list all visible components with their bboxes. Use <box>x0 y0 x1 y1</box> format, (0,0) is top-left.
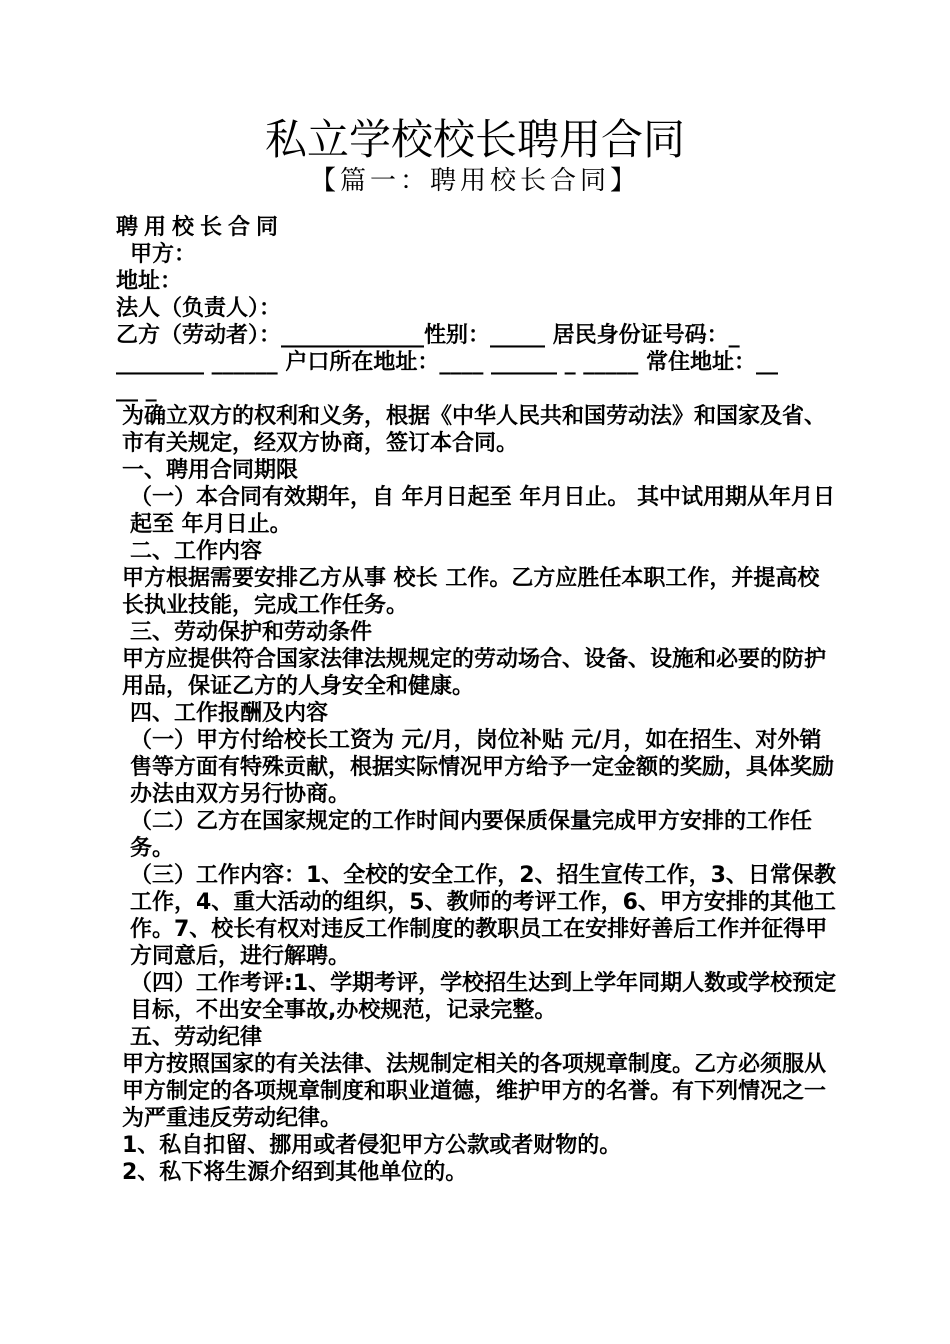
document-title: 私立学校校长聘用合同 <box>264 115 685 164</box>
contract-heading: 聘用校长合同 <box>116 215 285 240</box>
preamble-paragraph: 为确立双方的权利和义务，根据《中华人民共和国劳动法》和国家及省、市有关规定，经双方协商，签订本合同。 <box>122 404 827 456</box>
party-b-line-2: ________ ______ 户口所在地址：____ ______ _ _____ 常住地址：__ <box>116 350 778 375</box>
section-3-paragraph-1: 甲方应提供符合国家法律法规规定的劳动场合、设备、设施和必要的防护用品，保证乙方的人身安全和健康。 <box>122 647 827 699</box>
section-3-title: 三、劳动保护和劳动条件 <box>130 620 373 645</box>
section-4-paragraph-4: （四）工作考评:1、学期考评，学校招生达到上学年同期人数或学校预定目标，不出安全事故,办校规范，记录完整。 <box>130 971 837 1023</box>
document-subtitle: 【篇一：聘用校长合同】 <box>309 166 640 196</box>
address-label: 地址： <box>116 269 183 294</box>
section-2-title: 二、工作内容 <box>130 539 263 564</box>
section-4-title: 四、工作报酬及内容 <box>130 701 329 726</box>
section-5-paragraph-1: 甲方按照国家的有关法律、法规制定相关的各项规章制度。乙方必须服从甲方制定的各项规章制度和职业道德，维护甲方的名誉。有下列情况之一为严重违反劳动纪律。 <box>122 1052 827 1131</box>
party-b-line-1: 乙方（劳动者）：_____________性别：_____ 居民身份证号码：_ <box>116 323 740 348</box>
section-4-paragraph-1: （一）甲方付给校长工资为 元/月，岗位补贴 元/月，如在招生、对外销售等方面有特殊贡献，根据实际情况甲方给予一定金额的奖励，具体奖励办法由双方另行协商。 <box>130 728 835 807</box>
section-4-paragraph-3: （三）工作内容：1、全校的安全工作，2、招生宣传工作，3、日常保教工作，4、重大活动的组织，5、教师的考评工作，6、甲方安排的其他工作。7、校长有权对违反工作制度的教职员工在安排好善后工作并征得甲方同意后，进行解聘。 <box>130 863 836 969</box>
party-b-line-3: __ _ <box>116 377 157 402</box>
section-1-paragraph-1: （一）本合同有效期年，自 年月日起至 年月日止。 其中试用期从年月日起至 年月日止。 <box>130 485 835 537</box>
section-2-paragraph-1: 甲方根据需要安排乙方从事 校长 工作。乙方应胜任本职工作，并提高校长执业技能，完成工作任务。 <box>122 566 820 618</box>
section-5-item-1: 1、私自扣留、挪用或者侵犯甲方公款或者财物的。 <box>122 1133 622 1158</box>
legal-rep-label: 法人（负责人）： <box>116 296 282 321</box>
document-body <box>116 214 838 1186</box>
section-4-paragraph-2: （二）乙方在国家规定的工作时间内要保质保量完成甲方安排的工作任务。 <box>130 809 813 861</box>
section-5-item-2: 2、私下将生源介绍到其他单位的。 <box>122 1160 468 1185</box>
party-a-label: 甲方： <box>130 242 197 267</box>
section-1-title: 一、聘用合同期限 <box>122 458 299 483</box>
section-5-title: 五、劳动纪律 <box>130 1025 263 1050</box>
